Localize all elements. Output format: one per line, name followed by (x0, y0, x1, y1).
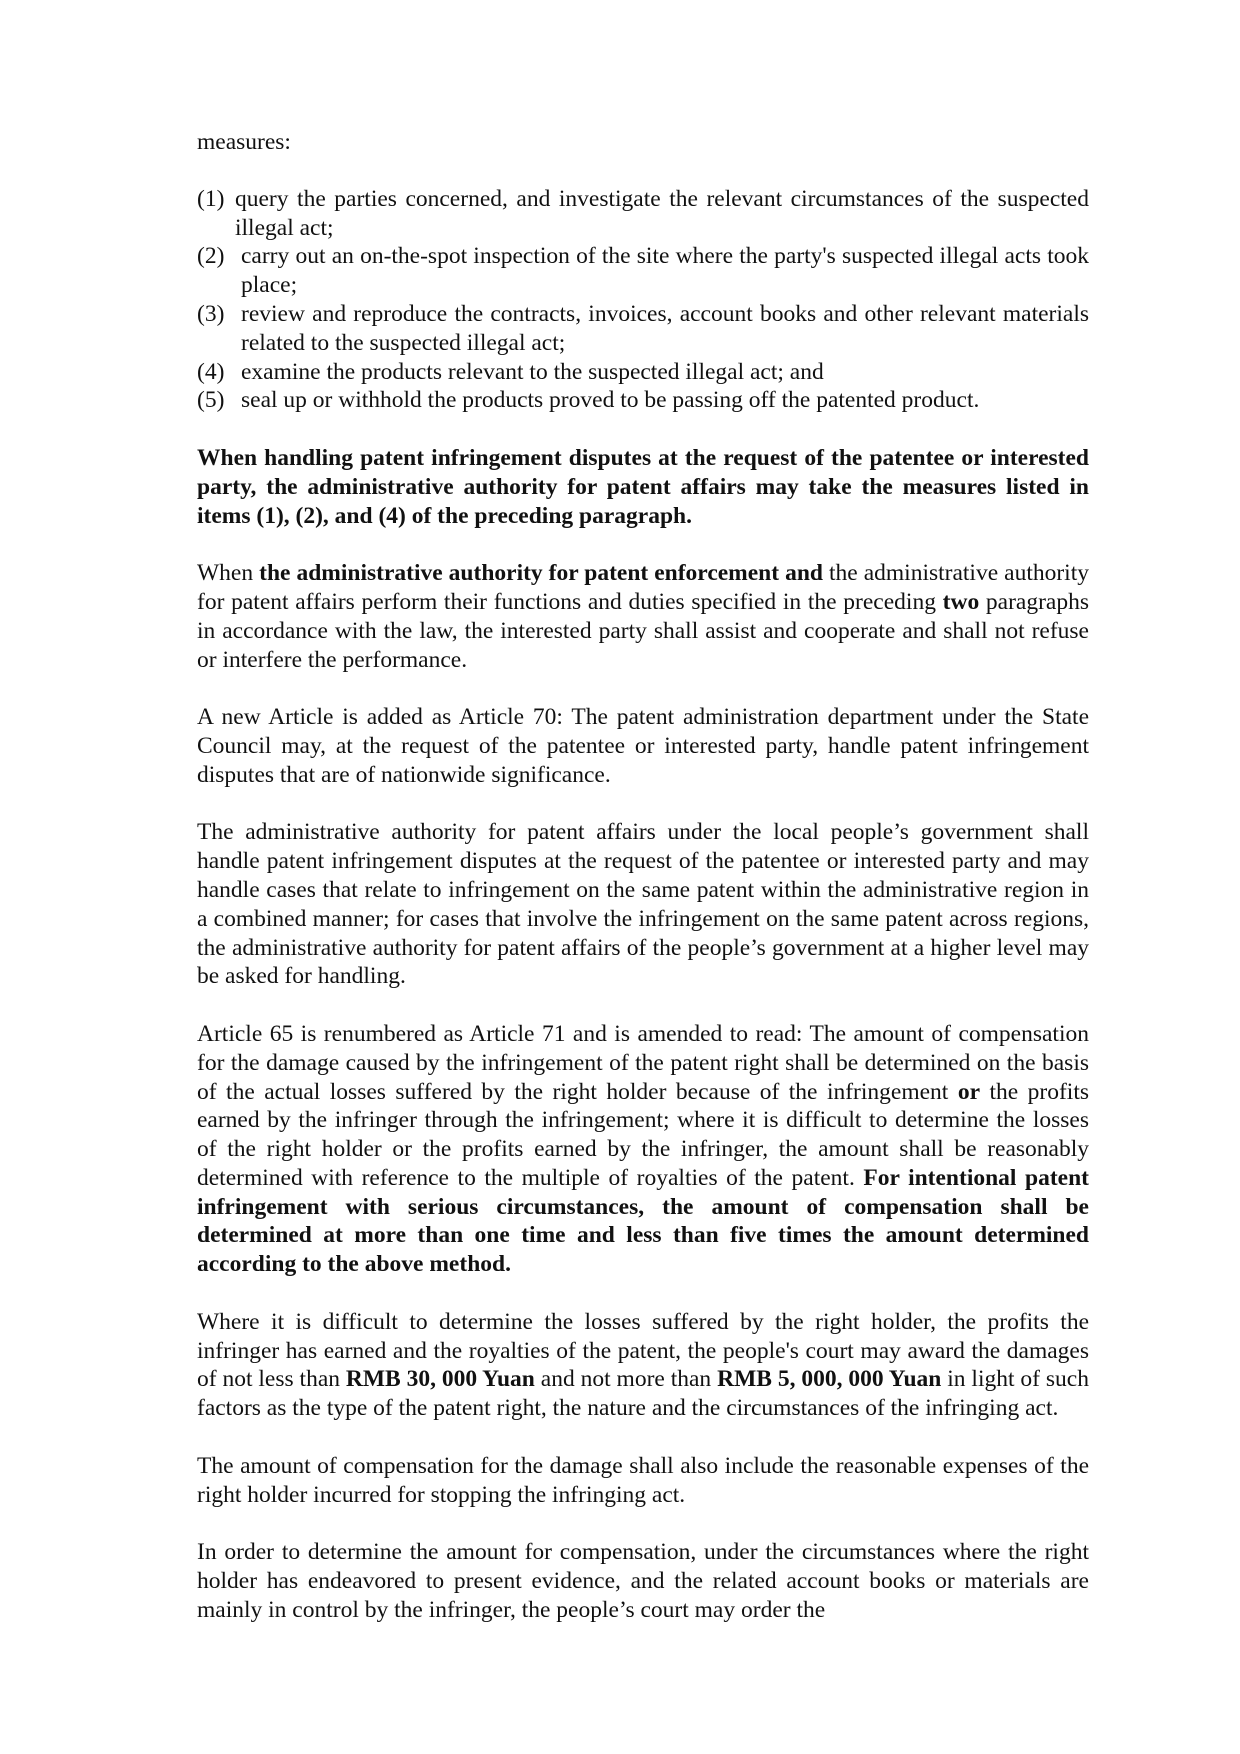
list-item (197, 358, 1089, 387)
text-run: in light of such factors as the type of the patent right, the nature and the circumstances of the infringing act. (197, 1366, 1089, 1422)
list-item-number: (4) (197, 358, 225, 385)
paragraph-local-authority: The administrative authority for patent affairs under the local people’s government shall handle patent infringement disputes at the request of the patentee or interested party and may handle cases that relate to infringement on the same patent within the administrative region in a combined manner; for cases that involve the infringement on the same patent across regions, the administrative authority for patent affairs of the people’s government at a higher level may be asked for handling. (197, 819, 1089, 990)
paragraph-assist (197, 559, 1089, 674)
text-run: the administrative authority for patent affairs perform their functions and duties specified in the preceding (197, 560, 1089, 615)
bold-text: two (942, 588, 980, 615)
list-item (197, 185, 1089, 243)
list-item-number: (5) (197, 387, 225, 414)
paragraph-expenses: The amount of compensation for the damage shall also include the reasonable expenses of the right holder incurred for stopping the infringing act. (197, 1452, 1089, 1508)
paragraph-order-evidence: In order to determine the amount for compensation, under the circumstances where the right holder has endeavored to present evidence, and the related account books or materials are mainly in control by the infringer, the people’s court may order the (197, 1539, 1089, 1623)
paragraph-article-70: A new Article is added as Article 70: The patent administration department under the State Council may, at the request of the patentee or interested party, handle patent infringement disputes that are of nationwide significance. (197, 704, 1089, 788)
bold-text: RMB 30, 000 Yuan (345, 1366, 535, 1393)
list-item-text: review and reproduce the contracts, invoices, account books and other relevant materials related to the suspected illegal act; (241, 300, 1089, 356)
intro-text: measures: (197, 129, 291, 155)
list-item (197, 242, 1089, 300)
text-run: When (197, 560, 260, 587)
list-item-text: query the parties concerned, and investigate the relevant circumstances of the suspected illegal act; (235, 185, 1089, 241)
text-run: and not more than (534, 1366, 718, 1393)
list-item-number: (3) (197, 300, 225, 327)
list-item-number: (2) (197, 243, 225, 270)
list-item-number: (1) (197, 185, 225, 212)
bold-text: or (957, 1078, 980, 1105)
list-item-text: examine the products relevant to the suspected illegal act; and (241, 358, 824, 385)
text-run: paragraphs in accordance with the law, the interested party shall assist and cooperate and shall not refuse or interfere the performance. (197, 588, 1090, 673)
list-item (197, 300, 1089, 358)
list-item-text: seal up or withhold the products proved to be passing off the patented product. (241, 387, 980, 414)
list-item (197, 386, 1089, 415)
text-run: Article 65 is renumbered as Article 71 and is amended to read: The amount of compensation for the damage caused by the infringement of the patent right shall be determined on the basis of the actual losses suffered by the right holder because of the infringement (197, 1020, 1089, 1105)
bold-text: the administrative authority for patent enforcement and (259, 560, 823, 587)
bold-text: For intentional patent infringement with serious circumstances, the amount of compensation shall be determined at more than one time and less than five times the amount determined according to the above method. (197, 1164, 1089, 1278)
list-item-text: carry out an on-the-spot inspection of the site where the party's suspected illegal acts took place; (241, 243, 1089, 299)
paragraph-bold-measures (197, 444, 1089, 530)
bold-text: When handling patent infringement disputes at the request of the patentee or interested party, the administrative authority for patent affairs may take the measures listed in items (1), (2), and (4) of the preceding paragraph. (197, 444, 1089, 529)
text-run: Where it is difficult to determine the losses suffered by the right holder, the profits the infringer has earned and the royalties of the patent, the people's court may award the damages of not less than (197, 1308, 1089, 1393)
paragraph-statutory-damages (197, 1308, 1089, 1423)
document-page (197, 128, 1089, 1653)
bold-text: RMB 5, 000, 000 Yuan (717, 1366, 942, 1393)
paragraph-article-71 (197, 1020, 1089, 1279)
text-run: the profits earned by the infringer through the infringement; where it is difficult to determine the losses of the right holder or the profits earned by the infringer, the amount shall be reasonably determined with reference to the multiple of royalties of the patent. (197, 1078, 1089, 1191)
measures-list (197, 185, 1089, 415)
